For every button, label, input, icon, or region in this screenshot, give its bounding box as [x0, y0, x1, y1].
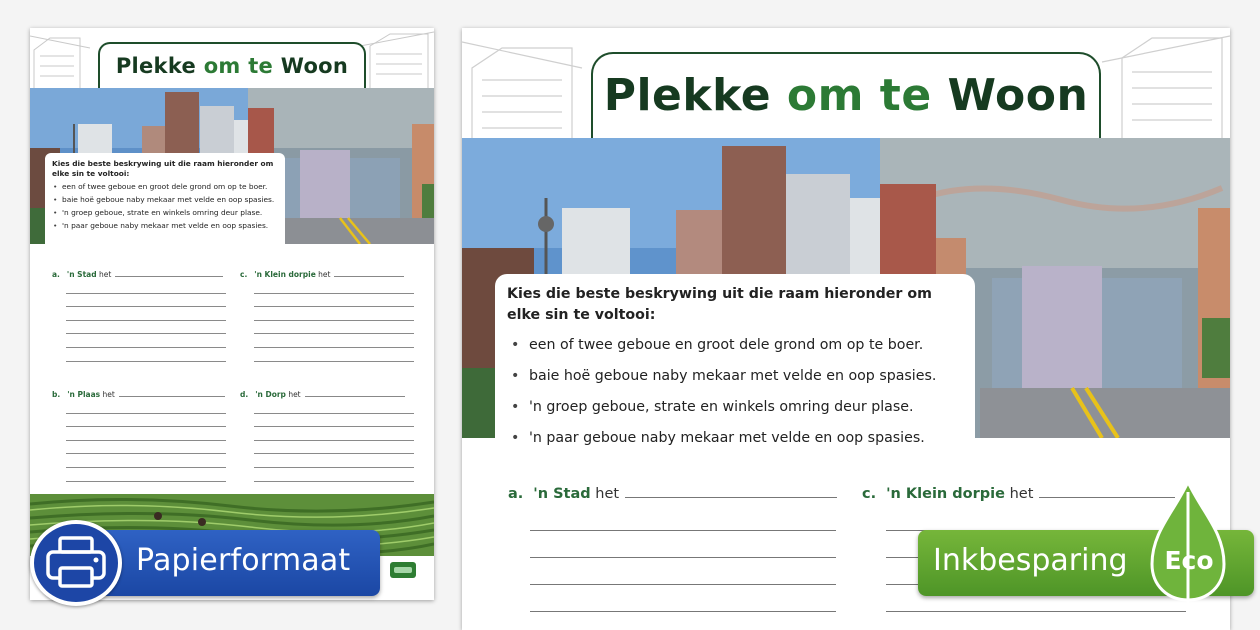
printer-icon	[34, 524, 118, 602]
question-a: a. 'n Stad het	[52, 270, 227, 279]
answer-lines-c[interactable]	[254, 280, 414, 362]
options-box	[45, 153, 285, 257]
question-b: b. 'n Plaas het	[52, 390, 227, 399]
option-item: • 'n paar geboue naby mekaar met velde en oop spasies.	[507, 428, 963, 449]
option-item: • 'n groep geboue, strate en winkels omring deur plase.	[52, 208, 278, 218]
instructions-text: Kies die beste beskrywing uit die raam hieronder om elke sin te voltooi:	[52, 159, 274, 178]
page-title: Plekke om te Woon	[98, 42, 366, 88]
question-c: c. 'n Klein dorpie het	[240, 270, 415, 279]
options-list	[52, 182, 278, 231]
option-item: • een of twee geboue en groot dele grond om op te boer.	[507, 335, 963, 356]
option-item: • 'n groep geboue, strate en winkels omring deur plase.	[507, 397, 963, 418]
question-d: d. 'n Dorp het	[240, 390, 415, 399]
instructions-text: Kies die beste beskrywing uit die raam hieronder om elke sin te voltooi:	[507, 286, 932, 324]
publisher-logo-icon	[390, 562, 416, 578]
question-c: c. 'n Klein dorpie het	[862, 486, 1175, 502]
answer-lines-d[interactable]	[254, 400, 414, 482]
eco-label: Eco	[1164, 546, 1214, 575]
option-item: • een of twee geboue en groot dele grond om op te boer.	[52, 182, 278, 192]
answer-lines-a[interactable]	[530, 504, 836, 612]
paper-format-label: Papierformaat	[136, 543, 351, 578]
worksheet-thumbnail	[30, 28, 434, 600]
answer-lines-a[interactable]	[66, 280, 226, 362]
option-item: • baie hoë geboue naby mekaar met velde en oop spasies.	[52, 195, 278, 205]
options-box	[495, 274, 975, 468]
options-list	[507, 335, 963, 450]
answer-lines-b[interactable]	[66, 400, 226, 482]
printer-badge-circle	[30, 520, 122, 606]
option-item: • 'n paar geboue naby mekaar met velde en oop spasies.	[52, 221, 278, 231]
option-item: • baie hoë geboue naby mekaar met velde en oop spasies.	[507, 366, 963, 387]
ink-saving-label: Inkbesparing	[933, 543, 1128, 578]
question-a: a. 'n Stad het	[508, 486, 837, 502]
page-title: Plekke om te Woon	[591, 52, 1101, 138]
